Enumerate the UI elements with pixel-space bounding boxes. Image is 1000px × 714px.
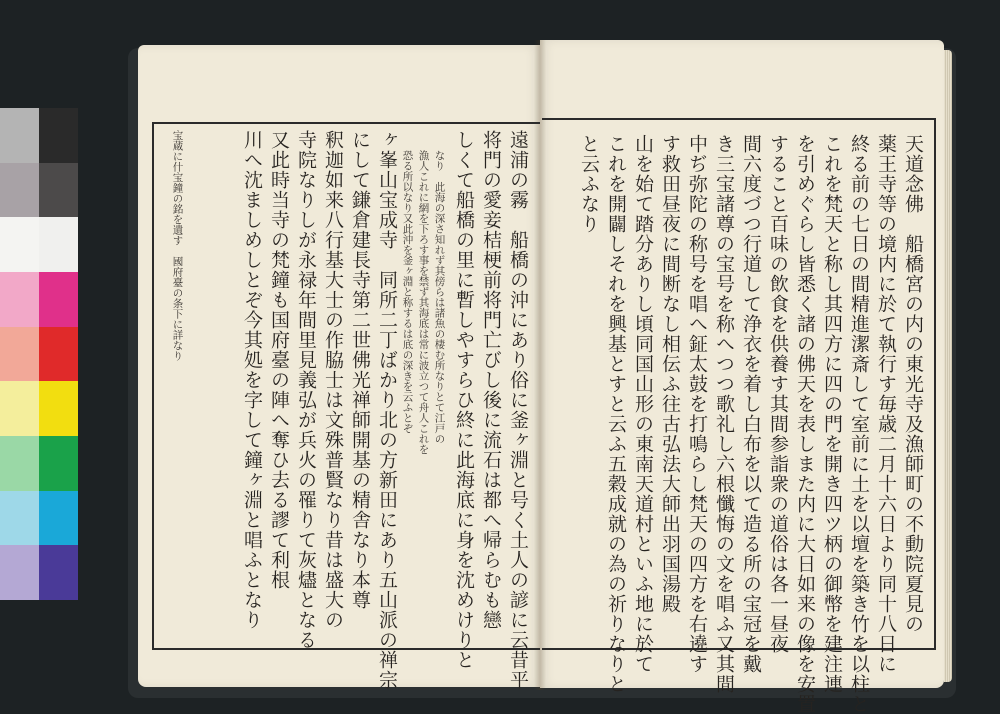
color-chip [0, 381, 39, 436]
text-column: これを開闢しそれを興基とすと云ふ五穀成就の為の祈りなりと [605, 134, 627, 694]
text-column: 遠浦の霧 船橋の沖にあり俗に釜ヶ淵と号く土人の諺に云昔平 [507, 130, 529, 690]
color-chip [0, 108, 39, 163]
text-column: と云ふなり [578, 134, 600, 234]
color-calibration-strip [0, 108, 78, 600]
color-chip [39, 108, 78, 163]
text-column: 宝蔵に什宝鐘の銘を遺す 國府臺の条下に詳なり [171, 130, 184, 361]
text-column: 釈迦如来八行基大士の作脇士は文殊普賢なり昔は盛大の [322, 130, 344, 630]
text-column: しくて船橋の里に暫しやすらひ終に此海底に身を沈めけりと [453, 130, 475, 670]
text-column: 山を始て踏分ありし頃同国山形の東南天道村といふ地に於て [632, 134, 654, 674]
text-column: これを梵天と称し其四方に四の門を開き四ツ柄の御幣を建注連 [821, 134, 843, 694]
text-column: 終る前の七日の間精進潔斎して室前に土を以壇を築き竹を以柱と [848, 134, 870, 714]
text-column: 将門の愛妾桔梗前将門亡びし後に流石は都へ帰らむも戀 [480, 130, 502, 630]
page-edges [944, 50, 952, 682]
text-column: 川へ沈ましめしとぞ今其処を字して鐘ヶ淵と唱ふとなり [241, 130, 263, 630]
text-column: き三宝諸尊の宝号を称へつつ歌礼し六根懺悔の文を唱ふ又其間 [713, 134, 735, 694]
color-chip [0, 491, 39, 546]
text-column: 漁人これに網を下ろす事を禁ず其海底は常に波立つて舟人これを [417, 150, 430, 455]
text-column: すること百味の飲食を供養す其間参詣衆の道俗は各一昼夜 [767, 134, 789, 654]
color-chip [0, 327, 39, 382]
color-chip [0, 436, 39, 491]
color-chip [39, 327, 78, 382]
color-chip [0, 545, 39, 600]
text-column: 薬王寺等の境内に於て執行す毎歳二月十六日より同十八日に [875, 134, 897, 674]
text-column: 天道念佛 船橋宮の内の東光寺及漁師町の不動院夏見の [902, 134, 924, 634]
text-column: ヶ峯山宝成寺 同所二丁ばかり北の方新田にあり五山派の禅宗 [376, 130, 398, 690]
color-chip [39, 491, 78, 546]
text-column: なり 此海の深さ知れず其傍らは諸魚の棲む所なりとて江戸の [433, 150, 446, 444]
text-column: 又此時当寺の梵鐘も国府臺の陣へ奪ひ去る謬て利根 [268, 130, 290, 590]
text-column: 恐る所以なり又此沖を釜ヶ淵と称するは底の深きを云ふとぞ [401, 150, 414, 434]
color-chip [39, 436, 78, 491]
color-chip [39, 163, 78, 218]
color-chip [0, 272, 39, 327]
text-column: にして鎌倉建長寺第二世佛光禅師開基の精舎なり本尊 [349, 130, 371, 610]
color-chip [39, 272, 78, 327]
color-chip [0, 163, 39, 218]
color-chip [39, 217, 78, 272]
text-column: す救田昼夜に間断なし相伝ふ往古弘法大師出羽国湯殿 [659, 134, 681, 614]
color-chip [39, 381, 78, 436]
text-column: 中ぢ弥陀の称号を唱へ鉦太鼓を打鳴らし梵天の四方を右遶す [686, 134, 708, 674]
text-column: 間六度づつ行道して浄衣を着し白布を以て造る所の宝冠を戴 [740, 134, 762, 674]
color-chip [39, 545, 78, 600]
text-column: を引めぐらし皆悉く諸の佛天を表しまた内に大日如来の像を安置 [794, 134, 816, 714]
text-column: 寺院なりしが永禄年間里見義弘が兵火の罹りて灰燼となる [295, 130, 317, 650]
color-chip [0, 217, 39, 272]
